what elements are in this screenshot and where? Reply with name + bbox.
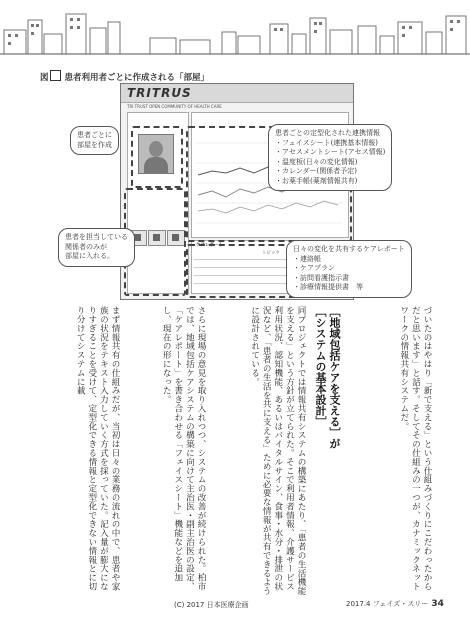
topic-label: トピック bbox=[262, 251, 280, 256]
body-column-2: 同プロジェクトでは情報共有システムの構築にあたり、「患者の生活機能を支える」という方針が立てられた。そこで利用者情報、介護サービス利用状況、認知機能、あるいはバイタルサイン、食事・水分・排泄の状況など、「患者の生活を共に支える」ために必要な情報が共有できるように設計されている。 bbox=[249, 306, 306, 596]
copyright: (C) 2017 日本医療企画 bbox=[174, 601, 249, 609]
square-icon bbox=[50, 70, 61, 81]
body-column-1: づいたのはやはり「新で支える」という仕組みづくりにこだわったからだと思います」と話す。そしてその仕組みの一つが、カナミックネットワークの情報共有システムだ。 bbox=[398, 306, 432, 591]
issue-info bbox=[346, 599, 444, 609]
body-column-5: さらに現場の意見を取り入れつつ、システムの改善が続けられた。柏市では、地域包括ケアシステムの構築に向けて主治医・副主治医の設定、「ケアレポート」を書き合わせる「フェイスシート」機能などを追加し、現在の形になった。 bbox=[161, 306, 206, 591]
page-number: 34 bbox=[431, 599, 444, 609]
app-header bbox=[121, 84, 353, 103]
callout-members-only: 患者を担当している 関係者のみが 部屋に入れる。 bbox=[58, 228, 135, 267]
callout-structured-info: 患者ごとの定型化された連携情報 ・フェイスシート(連携基本情報) ・アセスメントシート(アセス情報) ・温度板(日々の変化情報) ・カレンダー(関係者予定) ・お薬手帳(薬剤情報共有) bbox=[268, 124, 392, 191]
callout-care-report: 日々の変化を共有するケアレポート ・連絡帳 ・ケアプラン ・訪問看護指示書 ・診療情報提供書 等 bbox=[286, 240, 412, 298]
care-report-label: ケアレポート bbox=[196, 243, 223, 248]
patient-room-highlight bbox=[131, 126, 183, 188]
issue-label: 2017.4 フェイズ・スリー bbox=[346, 600, 429, 608]
figure-caption bbox=[40, 70, 209, 83]
app-tagline: TRI TRUST OPEN COMMUNITY OF HEALTH CARE bbox=[127, 104, 222, 109]
figure-label: 図 bbox=[40, 73, 49, 83]
app-logo: TRITRUS bbox=[127, 86, 192, 100]
callout-patient-room: 患者ごとに 部屋を作成 bbox=[70, 126, 119, 155]
city-skyline-illustration bbox=[0, 0, 470, 58]
section-heading: ［地域包括ケアを支える］が［システムの基本設計］ bbox=[314, 306, 341, 449]
body-column-3: まず情報共有の仕組みだが、当初は日々の業務の流れの中で、患者や家族の状況をテキスト入力していく方式を採っていた。記入量が膨大になりすぎることを受けて、定型化できる情報と定型化できない情報とに切り分けてシステムに載 bbox=[75, 306, 120, 591]
figure-caption-text: 患者利用者ごとに作成される「部屋」 bbox=[64, 73, 210, 83]
